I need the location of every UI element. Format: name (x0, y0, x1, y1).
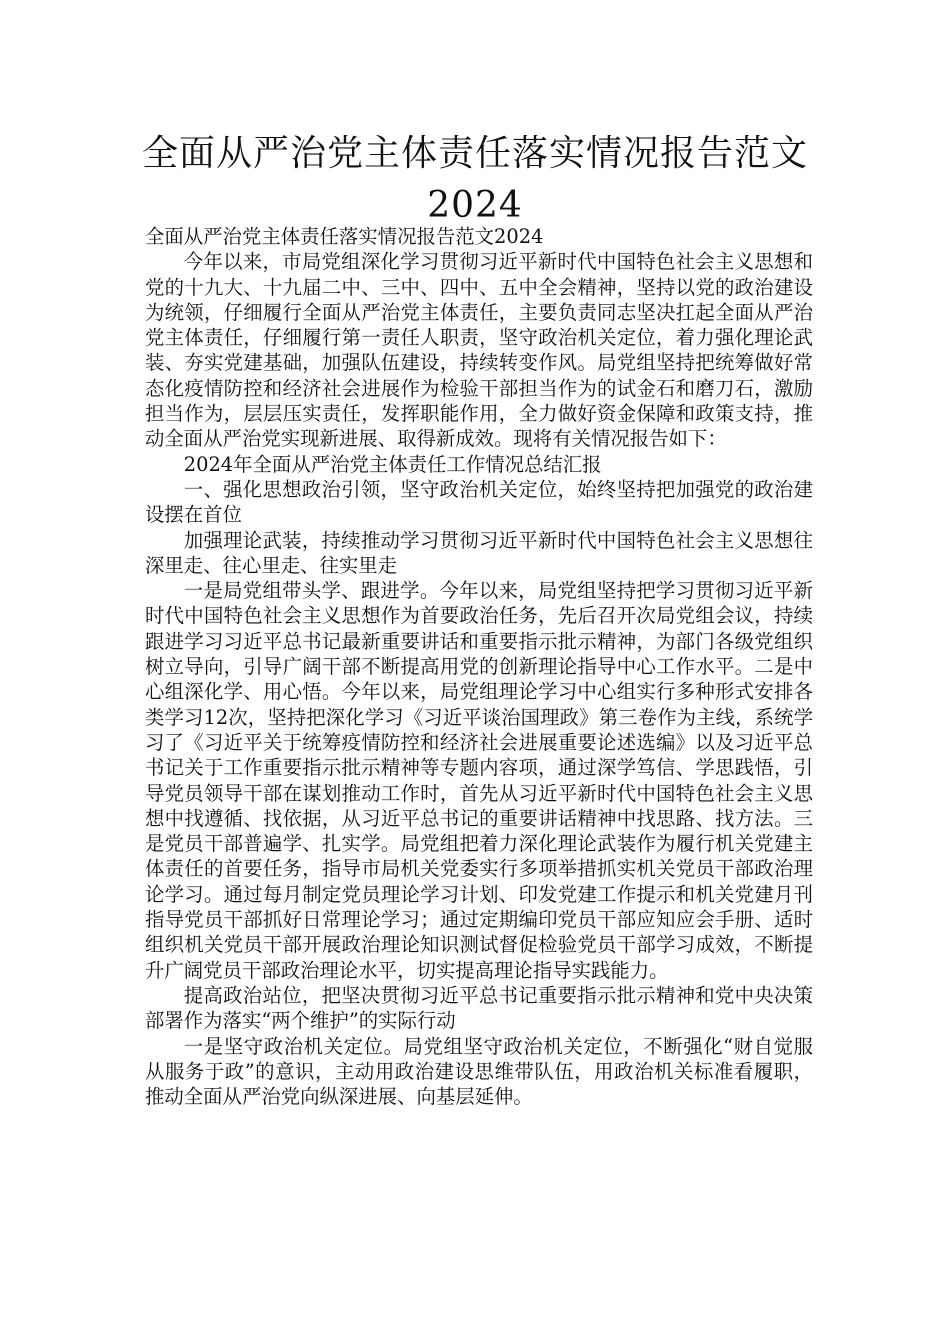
paragraph-intro: 今年以来，市局党组深化学习贯彻习近平新时代中国特色社会主义思想和党的十九大、十九届二中、三中、四中、五中全会精神，坚持以党的政治建设为统领，仔细履行全面从严治党主体责任，主要负责同志坚决扛起全面从严治党主体责任，仔细履行第一责任人职责，坚守政治机关定位，着力强化理论武装、夯实党建基础，加强队伍建设，持续转变作风。局党组坚持把统筹做好常态化疫情防控和经济社会进展作为检验干部担当作为的试金石和磨刀石，激励担当作为，层层压实责任，发挥职能作用，全力做好资金保障和政策支持，推动全面从严治党实现新进展、取得新成效。现将有关情况报告如下： (145, 250, 813, 451)
paragraph-political-position: 一是坚守政治机关定位。局党组坚守政治机关定位，不断强化“财自觉服从服务于政”的意识，主动用政治建设思维带队伍，用政治机关标准看履职，推动全面从严治党向纵深进展、向基层延伸。 (145, 1034, 813, 1109)
document-subtitle: 全面从严治党主体责任落实情况报告范文2024 (145, 225, 544, 248)
paragraph-subsection-political: 提高政治站位，把坚决贯彻习近平总书记重要指示批示精神和党中央决策部署作为落实“两个维护”的实际行动 (145, 983, 813, 1033)
paragraph-subsection-theory: 加强理论武装，持续推动学习贯彻习近平新时代中国特色社会主义思想往深里走、往心里走、往实里走 (145, 528, 813, 577)
paragraph-study-details: 一是局党组带头学、跟进学。今年以来，局党组坚持把学习贯彻习近平新时代中国特色社会主义思想作为首要政治任务，先后召开次局党组会议，持续跟进学习习近平总书记最新重要讲话和重要指示批示精神，为部门各级党组织树立导向，引导广阔干部不断提高用党的创新理论指导中心工作水平。二是中心组深化学、用心悟。今年以来，局党组理论学习中心组实行多种形式安排各类学习12次，坚持把深化学习《习近平谈治国理政》第三卷作为主线，系统学习了《习近平关于统筹疫情防控和经济社会进展重要论述选编》以及习近平总书记关于工作重要指示批示精神等专题内容项，通过深学笃信、学思践悟，引导党员领导干部在谋划推动工作时，首先从习近平新时代中国特色社会主义思想中找遵循、找依据，从习近平总书记的重要讲话精神中找思路、找方法。三是党员干部普遍学、扎实学。局党组把着力深化理论武装作为履行机关党建主体责任的首要任务，指导市局机关党委实行多项举措抓实机关党员干部政治理论学习。通过每月制定党员理论学习计划、印发党建工作提示和机关党建月刊指导党员干部抓好日常理论学习；通过定期编印党员干部应知应会手册、适时组织机关党员干部开展政治理论知识测试督促检验党员干部学习成效，不断提升广阔党员干部政治理论水平，切实提高理论指导实践能力。 (145, 579, 813, 982)
document-title: 全面从严治党主体责任落实情况报告范文2024 (141, 133, 808, 226)
document-body (145, 224, 813, 1109)
paragraph-report-heading: 2024年全面从严治党主体责任工作情况总结汇报 (183, 452, 602, 476)
paragraph-section-one-heading: 一、强化思想政治引领，坚守政治机关定位，始终坚持把加强党的政治建设摆在首位 (145, 477, 813, 527)
